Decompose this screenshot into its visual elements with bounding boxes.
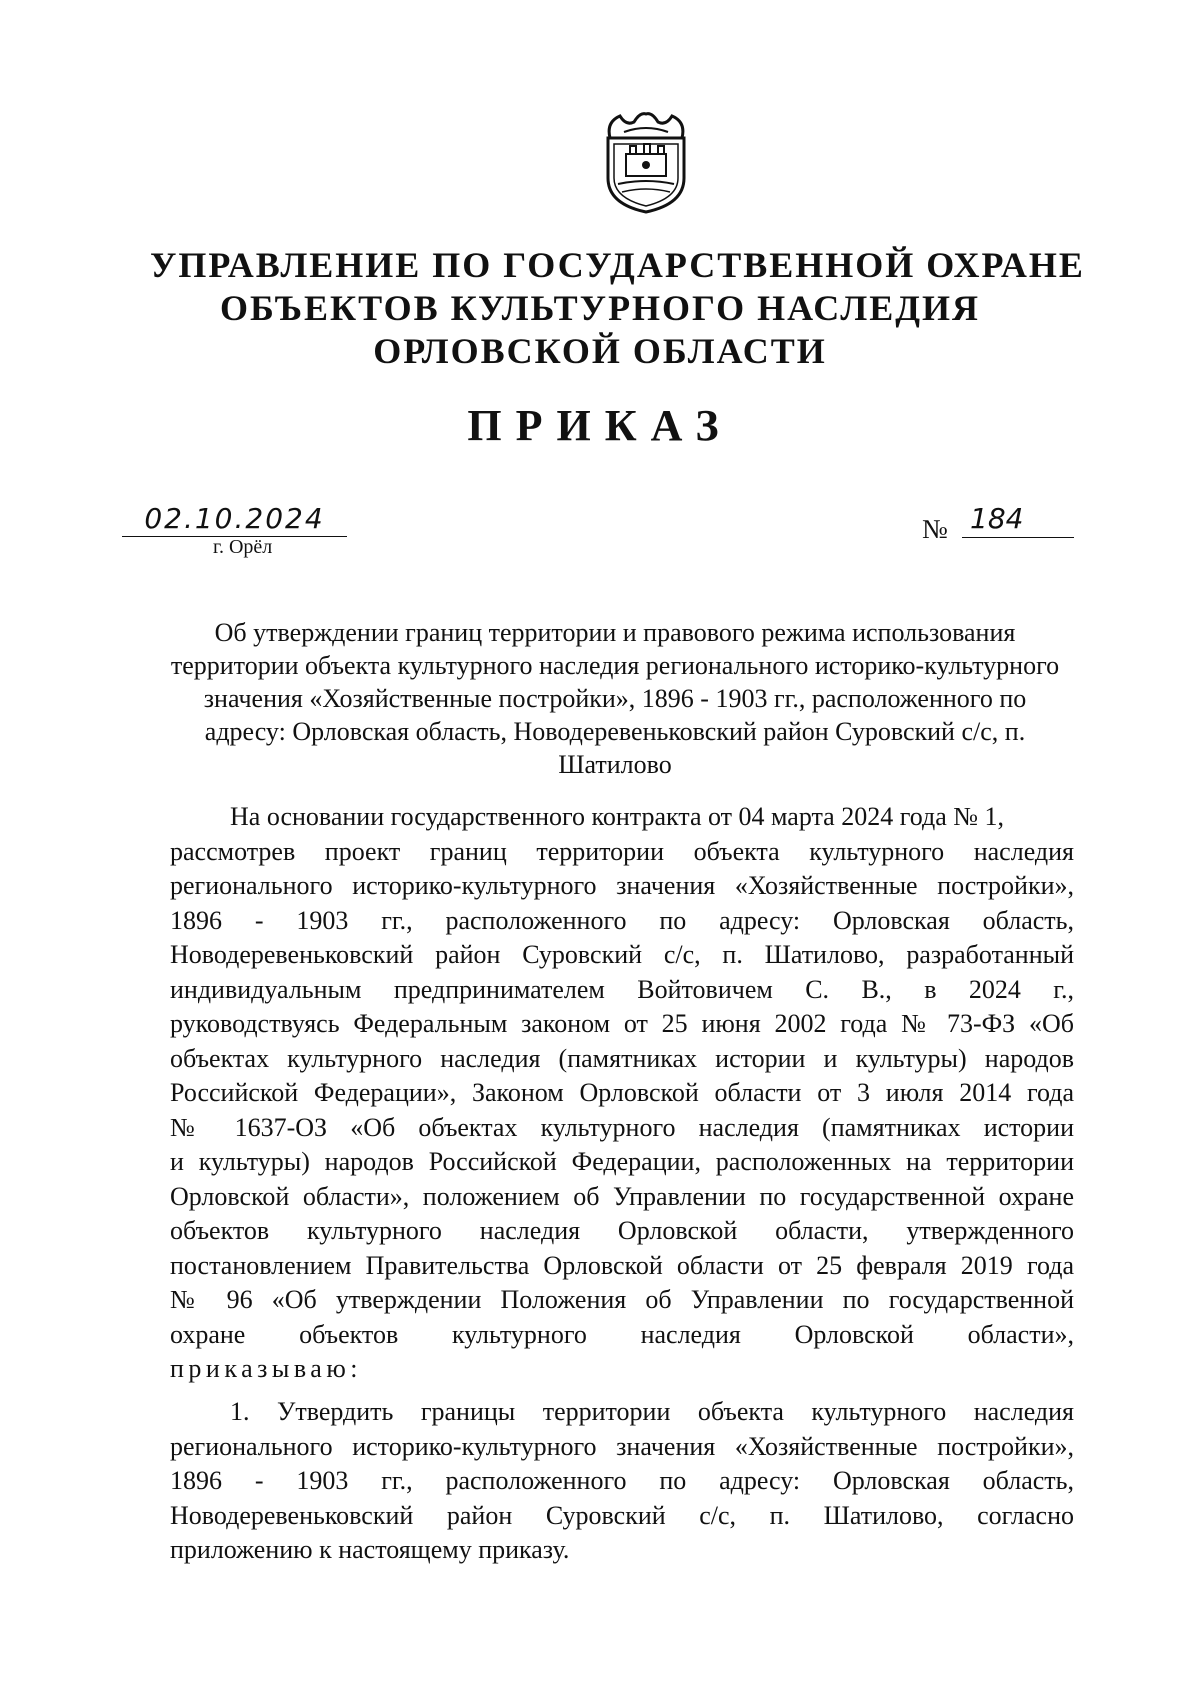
paragraph-line: постановлением Правительства Орловской области от 25 февраля 2019 года	[170, 1250, 1074, 1280]
paragraph-line: № 1637-ОЗ «Об объектах культурного наследия (памятниках истории	[170, 1112, 1074, 1142]
order-number-label: №	[922, 514, 948, 544]
paragraph-line: руководствуясь Федеральным законом от 25 июня 2002 года № 73-ФЗ «Об	[170, 1009, 1074, 1038]
org-line-2: ОБЪЕКТОВ КУЛЬТУРНОГО НАСЛЕДИЯ	[220, 288, 980, 328]
subject-line: значения «Хозяйственные постройки», 1896 - 1903 гг., расположенного по	[203, 684, 1027, 713]
paragraph-line: На основании государственного контракта от 04 марта 2024 года № 1,	[230, 802, 1005, 831]
paragraph-line: 1896 - 1903 гг., расположенного по адресу: Орловская область,	[170, 1466, 1074, 1495]
document-type-title: ПРИКАЗ	[467, 401, 733, 450]
subject-line: Об утверждении границ территории и правового режима использования	[214, 618, 1016, 647]
coat-of-arms-icon	[600, 108, 692, 214]
subject-line: Шатилово	[558, 750, 672, 779]
subject-line: адресу: Орловская область, Новодеревеньковский район Суровский с/с, п.	[204, 717, 1026, 746]
paragraph-line: Новодеревеньковский район Суровский с/с, п. Шатилово, согласно	[170, 1500, 1074, 1530]
order-date: 02.10.2024	[122, 502, 347, 537]
order-city: г. Орёл	[213, 536, 273, 558]
paragraph-line: 1896 - 1903 гг., расположенного по адресу: Орловская область,	[170, 905, 1074, 935]
org-line-1: УПРАВЛЕНИЕ ПО ГОСУДАРСТВЕННОЙ ОХРАНЕ	[150, 245, 1085, 285]
paragraph-line: регионального историко-культурного значения «Хозяйственные постройки»,	[170, 871, 1074, 900]
paragraph-line: индивидуальным предпринимателем Войтовичем С. В., в 2024 г.,	[170, 974, 1074, 1004]
paragraph-line: 1. Утвердить границы территории объекта культурного наследия	[230, 1397, 1074, 1426]
subject-line: территории объекта культурного наследия регионального историко-культурного	[170, 651, 1060, 680]
paragraph-line: регионального историко-культурного значения «Хозяйственные постройки»,	[170, 1431, 1074, 1461]
paragraph-line: рассмотрев проект границ территории объекта культурного наследия	[170, 836, 1074, 866]
preamble-paragraph	[170, 800, 1074, 1387]
paragraph-line: Новодеревеньковский район Суровский с/с, п. Шатилово, разработанный	[170, 940, 1074, 969]
order-word: приказываю:	[170, 1354, 362, 1383]
paragraph-line: приложению к настоящему приказу.	[170, 1535, 570, 1564]
organization-name	[150, 244, 1085, 373]
paragraph-line: Российской Федерации», Законом Орловской области от 3 июля 2014 года	[170, 1078, 1074, 1107]
order-item-1	[170, 1395, 1074, 1568]
paragraph-line: № 96 «Об утверждении Положения об Управлении по государственной	[170, 1285, 1074, 1314]
order-number: 184	[962, 500, 1074, 538]
paragraph-line: объектах культурного наследия (памятниках истории и культуры) народов	[170, 1043, 1074, 1073]
paragraph-line: объектов культурного наследия Орловской области, утвержденного	[170, 1216, 1074, 1245]
paragraph-line: охране объектов культурного наследия Орловской области»,	[170, 1319, 1074, 1349]
org-line-3: ОРЛОВСКОЙ ОБЛАСТИ	[373, 331, 827, 371]
paragraph-line: и культуры) народов Российской Федерации, расположенных на территории	[170, 1147, 1074, 1176]
order-subject	[150, 616, 1080, 781]
paragraph-line: Орловской области», положением об Управлении по государственной охране	[170, 1181, 1074, 1211]
